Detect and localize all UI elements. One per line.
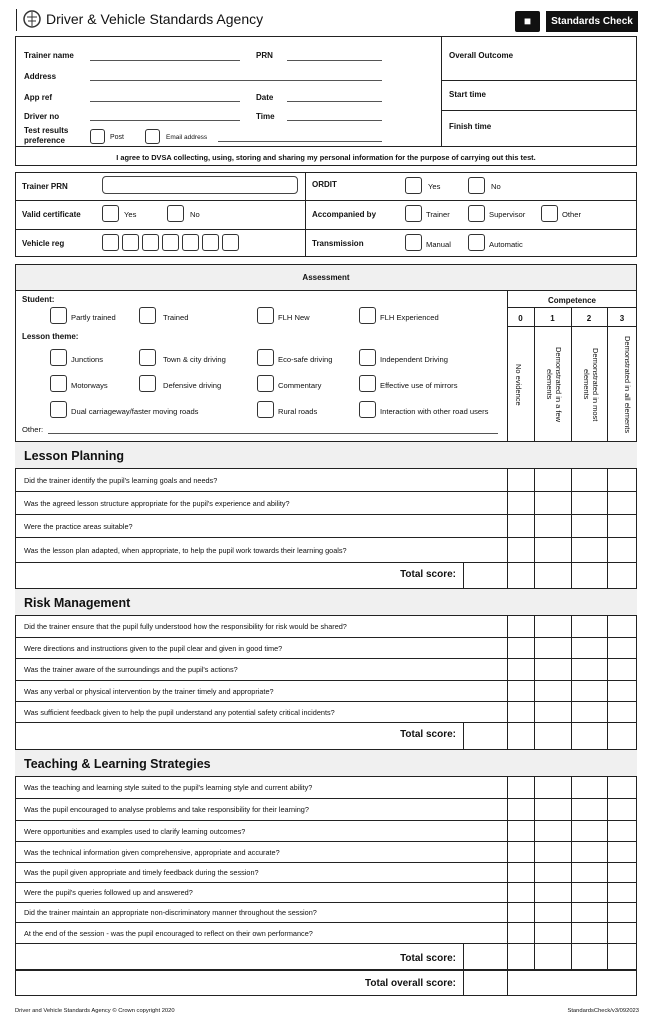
theme-motorways-label: Motorways: [71, 381, 108, 390]
accompanied-supervisor-label: Supervisor: [489, 210, 526, 219]
crest-logo: [16, 9, 17, 31]
address-field[interactable]: [90, 80, 382, 81]
manual-label: Manual: [426, 240, 451, 249]
student-label: Student:: [22, 295, 55, 304]
level-1: 1: [550, 314, 555, 323]
accompanied-other-label: Other: [562, 210, 581, 219]
theme-rural-label: Rural roads: [278, 407, 318, 416]
app-ref-label: App ref: [24, 93, 52, 102]
vehicle-reg-char-1[interactable]: [102, 234, 119, 251]
theme-mirrors-checkbox[interactable]: [359, 375, 376, 392]
student-flh-new-label: FLH New: [278, 313, 310, 322]
crest-icon: [22, 9, 42, 29]
total-score-label: Total score:: [400, 729, 456, 740]
address-label: Address: [24, 72, 57, 81]
post-checkbox[interactable]: [90, 129, 105, 144]
email-checkbox[interactable]: [145, 129, 160, 144]
vehicle-reg-label: Vehicle reg: [22, 239, 65, 248]
level-3-desc: Demonstrated in all elements: [623, 335, 632, 434]
vehicle-reg-char-6[interactable]: [202, 234, 219, 251]
certificate-no-checkbox[interactable]: [167, 205, 184, 222]
student-trained-label: Trained: [163, 313, 189, 322]
automatic-label: Automatic: [489, 240, 523, 249]
level-0-desc: No evidence: [514, 363, 523, 406]
car-icon: ■: [515, 11, 540, 32]
standards-check-badge: Standards Check: [546, 11, 638, 32]
finish-time-label: Finish time: [449, 122, 492, 131]
theme-junctions-label: Junctions: [71, 355, 104, 364]
accompanied-other-checkbox[interactable]: [541, 205, 558, 222]
section-teaching-learning: Teaching & Learning Strategies: [15, 749, 637, 777]
question-row: Was the technical information given comprehensive, appropriate and accurate?: [15, 842, 637, 863]
manual-checkbox[interactable]: [405, 234, 422, 251]
level-3: 3: [619, 314, 625, 323]
test-results-label: Test results preference: [24, 126, 69, 145]
total-score-label: Total score:: [400, 569, 456, 580]
trainer-prn-label: Trainer PRN: [22, 182, 68, 191]
time-field[interactable]: [287, 120, 382, 121]
automatic-checkbox[interactable]: [468, 234, 485, 251]
trainer-prn-input[interactable]: [102, 176, 298, 194]
question-row: Did the trainer identify the pupil's learning goals and needs?: [15, 469, 637, 492]
theme-town-city-checkbox[interactable]: [139, 349, 156, 366]
question-row: Was the trainer aware of the surroundings and the pupil's actions?: [15, 659, 637, 681]
theme-independent-checkbox[interactable]: [359, 349, 376, 366]
ordit-no-label: No: [491, 182, 501, 191]
theme-independent-label: Independent Driving: [380, 355, 448, 364]
theme-eco-safe-checkbox[interactable]: [257, 349, 274, 366]
date-field[interactable]: [287, 101, 382, 102]
theme-interaction-checkbox[interactable]: [359, 401, 376, 418]
vehicle-reg-char-7[interactable]: [222, 234, 239, 251]
student-flh-new-checkbox[interactable]: [257, 307, 274, 324]
student-partly-trained-checkbox[interactable]: [50, 307, 67, 324]
start-time-label: Start time: [449, 90, 486, 99]
question-row: Was the teaching and learning style suited to the pupil's learning style and current ability?: [15, 777, 637, 799]
valid-certificate-label: Valid certificate: [22, 210, 81, 219]
student-flh-experienced-checkbox[interactable]: [359, 307, 376, 324]
question-row: Were the practice areas suitable?: [15, 515, 637, 538]
theme-rural-checkbox[interactable]: [257, 401, 274, 418]
date-label: Date: [256, 93, 274, 102]
theme-mirrors-label: Effective use of mirrors: [380, 381, 458, 390]
section-lesson-planning: Lesson Planning: [15, 441, 637, 469]
certificate-yes-label: Yes: [124, 210, 137, 219]
email-field[interactable]: [218, 141, 382, 142]
question-row: Was the agreed lesson structure appropriate for the pupil's experience and ability?: [15, 492, 637, 515]
total-score-label: Total score:: [400, 953, 456, 964]
theme-junctions-checkbox[interactable]: [50, 349, 67, 366]
level-1-desc: Demonstrated in a few elements: [545, 346, 563, 423]
student-trained-checkbox[interactable]: [139, 307, 156, 324]
ordit-yes-label: Yes: [428, 182, 441, 191]
prn-label: PRN: [256, 51, 273, 60]
level-2-desc: Demonstrated in most elements: [582, 347, 600, 422]
footer-copyright: Driver and Vehicle Standards Agency © Crown copyright 2020: [15, 1008, 175, 1014]
vehicle-reg-char-5[interactable]: [182, 234, 199, 251]
question-row: Were directions and instructions given to the pupil clear and given in good time?: [15, 638, 637, 659]
certificate-yes-checkbox[interactable]: [102, 205, 119, 222]
theme-defensive-checkbox[interactable]: [139, 375, 156, 392]
ordit-label: ORDIT: [312, 180, 337, 189]
student-partly-trained-label: Partly trained: [71, 313, 116, 322]
trainer-name-label: Trainer name: [24, 51, 74, 60]
overall-outcome-label: Overall Outcome: [449, 51, 514, 60]
theme-interaction-label: Interaction with other road users: [380, 407, 489, 416]
other-label: Other:: [22, 425, 44, 434]
consent-statement: I agree to DVSA collecting, using, storing and sharing my personal information for the purpose of carrying out this test.: [116, 153, 536, 162]
assessment-header: Assessment: [16, 265, 636, 291]
question-row: Was the lesson plan adapted, when appropriate, to help the pupil work towards their learning goals?: [15, 538, 637, 563]
question-row: Were opportunities and examples used to clarify learning outcomes?: [15, 821, 637, 842]
driver-no-field[interactable]: [90, 120, 240, 121]
theme-commentary-label: Commentary: [278, 381, 322, 390]
theme-defensive-label: Defensive driving: [163, 381, 222, 390]
question-row: At the end of the session - was the pupil encouraged to reflect on their own performance?: [15, 923, 637, 944]
question-row: Was the pupil encouraged to analyse problems and take responsibility for their learning?: [15, 799, 637, 821]
theme-dual-carriageway-checkbox[interactable]: [50, 401, 67, 418]
theme-eco-safe-label: Eco-safe driving: [278, 355, 333, 364]
total-overall-score-label: Total overall score:: [365, 978, 456, 989]
level-0: 0: [518, 314, 523, 323]
ordit-no-checkbox[interactable]: [468, 177, 485, 194]
other-field[interactable]: [48, 433, 498, 434]
question-row: Was any verbal or physical intervention by the trainer timely and appropriate?: [15, 681, 637, 702]
time-label: Time: [256, 112, 275, 121]
question-row: Did the trainer maintain an appropriate non-discriminatory manner throughout the session?: [15, 903, 637, 923]
footer-reference: StandardsCheck/v3/092023: [567, 1008, 639, 1014]
theme-dual-carriageway-label: Dual carriageway/faster moving roads: [71, 407, 199, 416]
vehicle-reg-char-2[interactable]: [122, 234, 139, 251]
accompanied-supervisor-checkbox[interactable]: [468, 205, 485, 222]
prn-field[interactable]: [287, 60, 382, 61]
agency-name: Driver & Vehicle Standards Agency: [46, 11, 264, 27]
theme-commentary-checkbox[interactable]: [257, 375, 274, 392]
theme-town-city-label: Town & city driving: [163, 355, 226, 364]
email-label: Email address: [166, 134, 208, 141]
post-label: Post: [110, 134, 125, 141]
certificate-no-label: No: [190, 210, 200, 219]
vehicle-reg-char-4[interactable]: [162, 234, 179, 251]
lesson-theme-label: Lesson theme:: [22, 332, 79, 341]
student-flh-experienced-label: FLH Experienced: [380, 313, 439, 322]
theme-motorways-checkbox[interactable]: [50, 375, 67, 392]
vehicle-reg-char-3[interactable]: [142, 234, 159, 251]
accompanied-trainer-label: Trainer: [426, 210, 450, 219]
transmission-label: Transmission: [312, 239, 364, 248]
competence-header: Competence: [547, 296, 596, 305]
question-row: Was sufficient feedback given to help the pupil understand any potential safety critical incidents?: [15, 702, 637, 723]
ordit-yes-checkbox[interactable]: [405, 177, 422, 194]
driver-no-label: Driver no: [24, 112, 60, 121]
trainer-name-field[interactable]: [90, 60, 240, 61]
accompanied-by-label: Accompanied by: [312, 210, 377, 219]
accompanied-trainer-checkbox[interactable]: [405, 205, 422, 222]
section-risk-management: Risk Management: [15, 588, 637, 616]
app-ref-field[interactable]: [90, 101, 240, 102]
question-row: Was the pupil given appropriate and timely feedback during the session?: [15, 863, 637, 883]
question-row: Did the trainer ensure that the pupil fully understood how the responsibility for risk would be shared?: [15, 616, 637, 638]
question-row: Were the pupil's queries followed up and answered?: [15, 883, 637, 903]
level-2: 2: [586, 314, 592, 323]
